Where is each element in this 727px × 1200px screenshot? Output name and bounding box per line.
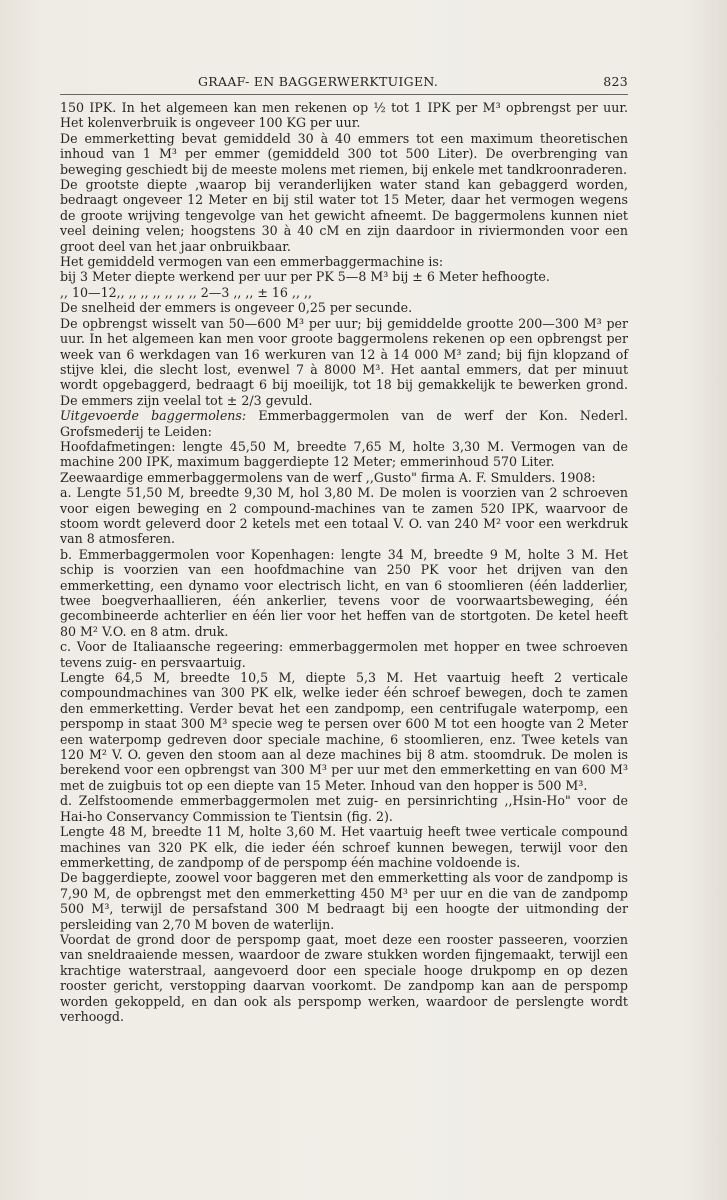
paragraph: c. Voor de Italiaansche regeering: emmerbaggermolen met hopper en twee schroeven tevens zuig- en persvaartuig. (60, 639, 628, 670)
section-intro: Emmerbaggermolen van de werf der Kon. Nederl. Grofsmederij te Leiden: (60, 408, 628, 439)
paragraph: Het gemiddeld vermogen van een emmerbaggermachine is: (60, 254, 444, 270)
paragraph: Hoofdafmetingen: lengte 45,50 M, breedte 7,65 M, holte 3,30 M. Vermogen van de machine 200 IPK, maximum baggerdiepte 12 Meter; emmerinhoud 570 Liter. (60, 438, 628, 470)
paragraph: De snelheid der emmers is ongeveer 0,25 per secunde. (60, 300, 413, 316)
paragraph: De grootste diepte ,waarop bij veranderlijken water stand kan gebaggerd worden, bedraagt ongeveer 12 Meter en bij stil water tot 15 Meter, daar het vermogen wegens de groote wrijving tengevolge van het gewicht afneemt. De baggermolens kunnen niet veel deining velen; hoogstens 30 à 40 cM en zijn daardoor in riviermonden voor een groot deel van het jaar onbruikbaar. (60, 177, 628, 254)
header-rule (60, 94, 628, 95)
header-title: GRAAF- EN BAGGERWERKTUIGEN. (198, 74, 439, 89)
paragraph: Zeewaardige emmerbaggermolens van de werf ,,Gusto" firma A. F. Smulders. 1908: (60, 469, 596, 485)
paragraph: d. Zelfstoomende emmerbaggermolen met zuig- en persinrichting ,,Hsin-Ho" voor de Hai-ho Conservancy Commission te Tientsin (fig. 2). (60, 793, 628, 824)
capacity-row-1: bij 3 Meter diepte werkend per uur per PK 5—8 M³ bij ± 6 Meter hefhoogte. (60, 269, 550, 285)
paragraph: Lengte 48 M, breedte 11 M, holte 3,60 M. Het vaartuig heeft twee verticale compound machines van 320 PK elk, die ieder één schroef kunnen bewegen, terwijl voor den emmerketting, de zandpomp of de perspomp één machine voldoende is. (60, 824, 628, 870)
body-text (60, 100, 628, 1024)
paragraph: 150 IPK. In het algemeen kan men rekenen op ½ tot 1 IPK per M³ opbrengst per uur. Het kolenverbruik is ongeveer 100 KG per uur. (60, 100, 628, 131)
paragraph: De opbrengst wisselt van 50—600 M³ per uur; bij gemiddelde grootte 200—300 M³ per uur. In het algemeen kan men voor groote baggermolens rekenen op een opbrengst per week van 6 werkdagen van 16 werkuren van 12 à 14 000 M³ zand; bij fijn klopzand of stijve klei, die slecht lost, evenwel 7 à 8000 M³. Het aantal emmers, dat per minuut wordt opgebaggerd, bedraagt 6 bij moeilijk, tot 18 bij gemakkelijk te bewerken grond. De emmers zijn veelal tot ± 2/3 gevuld. (60, 315, 628, 408)
paragraph: a. Lengte 51,50 M, breedte 9,30 M, hol 3,80 M. De molen is voorzien van 2 schroeven voor eigen beweging en 2 compound-machines van te zamen 520 IPK, waarvoor de stoom wordt geleverd door 2 ketels met een totaal V. O. van 240 M² voor een werkdruk van 8 atmosferen. (60, 485, 628, 547)
paragraph: Voordat de grond door de perspomp gaat, moet deze een rooster passeeren, voorzien van sneldraaiende messen, waardoor de zware stukken worden fijngemaakt, terwijl een krachtige waterstraal, aangevoerd door een speciale hooge drukpomp en op dezen rooster gericht, verstopping daarvan voorkomt. De zandpomp kan aan de perspomp worden gekoppeld, en dan ook als perspomp werken, waardoor de perslengte wordt verhoogd. (60, 931, 628, 1024)
page-number: 823 (603, 74, 628, 89)
paragraph: De baggerdiepte, zoowel voor baggeren met den emmerketting als voor de zandpomp is 7,90 M, de opbrengst met den emmerketting 450 M³ per uur en die van de zandpomp 500 M³, terwijl de persafstand 300 M bedraagt bij een hoogte der uitmonding der persleiding van 2,70 M boven de waterlijn. (60, 870, 628, 932)
paragraph: De emmerketting bevat gemiddeld 30 à 40 emmers tot een maximum theoretischen inhoud van 1 M³ per emmer (gemiddeld 300 tot 500 Liter). De overbrenging van beweging geschiedt bij de meeste molens met riemen, bij enkele met tandkroonraderen. (60, 130, 628, 177)
paragraph: Lengte 64,5 M, breedte 10,5 M, diepte 5,3 M. Het vaartuig heeft 2 verticale compoundmachines van 300 PK elk, welke ieder één schroef bewegen, doch te zamen den emmerketting. Verder bevat het een zandpomp, een centrifugale waterpomp, een perspomp in staat 300 M³ specie weg te persen over 600 M tot een hoogte van 2 Meter een waterpomp gedreven door speciale machine, 6 stoomlieren, enz. Twee ketels van 120 M² V. O. geven den stoom aan al deze machines bij 8 atm. stoomdruk. De molen is berekend voor een opbrengst van 300 M³ per uur met den emmerketting en van 600 M³ met de zuigbuis tot op een diepte van 15 Meter. Inhoud van den hopper is 500 M³. (60, 670, 628, 793)
paragraph: b. Emmerbaggermolen voor Kopenhagen: lengte 34 M, breedte 9 M, holte 3 M. Het schip is voorzien van een hoofdmachine van 250 PK voor het drijven van den emmerketting, een dynamo voor electrisch licht, en van 6 stoomlieren (één ladderlier, twee boegverhaallieren, één ankerlier, tevens voor de voorwaartsbeweging, één gecombineerde achterlier en één lier voor het heffen van de stortgoten. De ketel heeft 80 M² V.O. en 8 atm. druk. (60, 546, 628, 639)
section-heading: Uitgevoerde baggermolens: (60, 408, 247, 424)
paragraph (60, 408, 628, 439)
capacity-row-2: ,, 10—12,, ,, ,, ,, ,, ,, ,, 2—3 ,, ,, ± 16 ,, ,, (60, 284, 312, 300)
running-header (60, 74, 628, 92)
